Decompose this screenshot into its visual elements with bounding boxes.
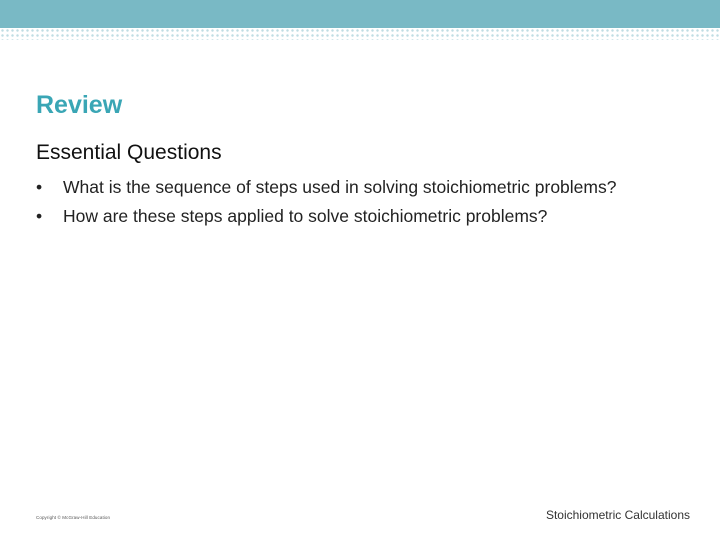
- question-text: How are these steps applied to solve stoichiometric problems?: [63, 206, 548, 226]
- list-item: [36, 205, 676, 228]
- footer-topic: Stoichiometric Calculations: [545, 508, 690, 522]
- question-text: What is the sequence of steps used in solving stoichiometric problems?: [63, 177, 617, 197]
- list-item: [36, 176, 676, 199]
- essential-questions-list: [36, 176, 676, 234]
- header-band: [0, 0, 720, 28]
- header-dot-pattern: [0, 28, 720, 40]
- slide-subtitle: Essential Questions: [36, 141, 222, 164]
- bullet-icon: •: [36, 177, 43, 197]
- footer-copyright: Copyright © McGraw-Hill Education: [36, 515, 111, 520]
- bullet-icon: •: [36, 206, 43, 226]
- slide-title: Review: [36, 91, 123, 119]
